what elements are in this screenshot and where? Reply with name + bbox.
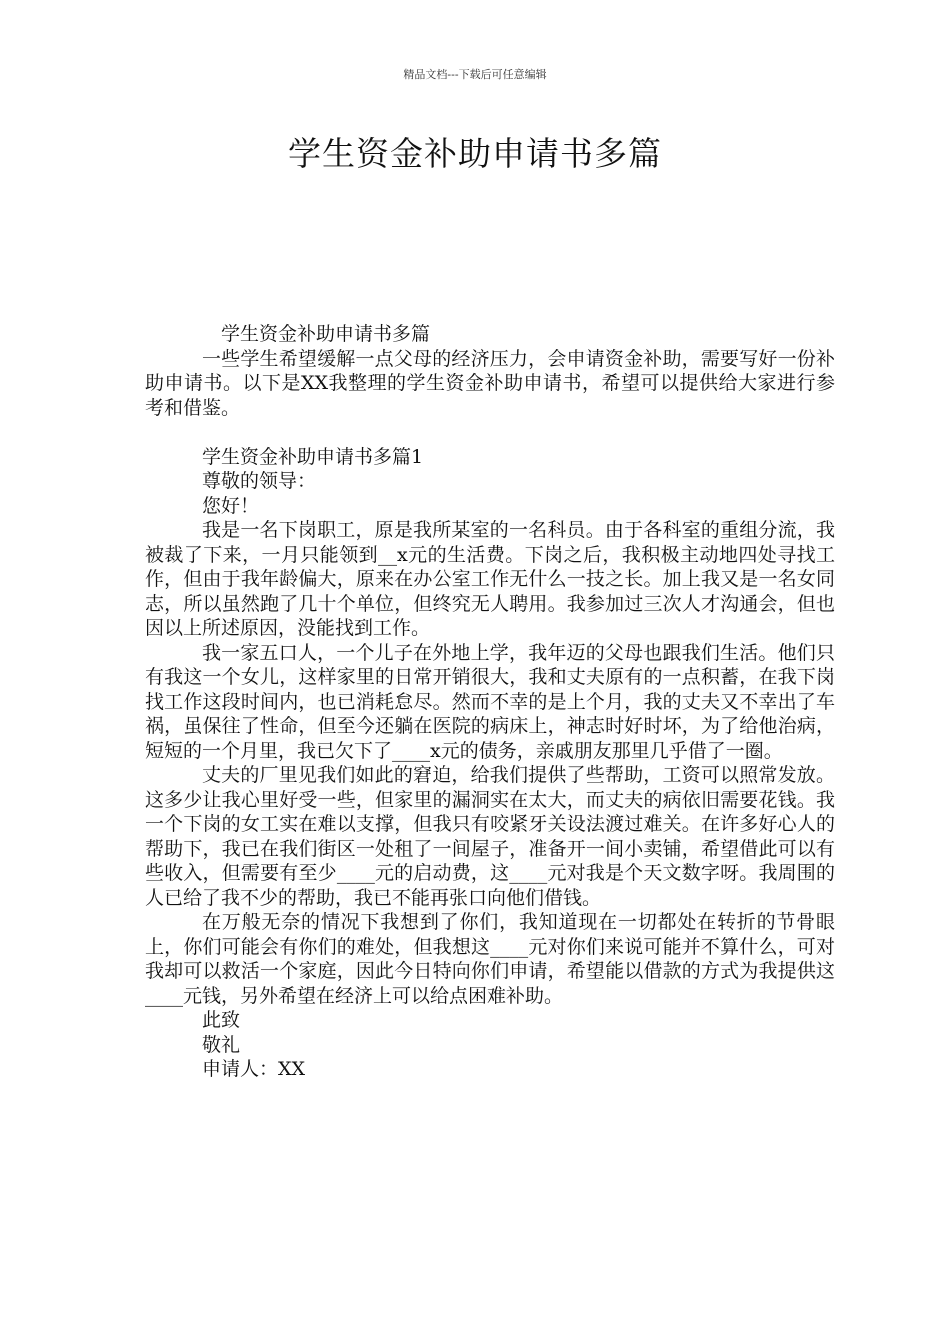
body-paragraph: 我一家五口人，一个儿子在外地上学，我年迈的父母也跟我们生活。他们只有我这一个女儿，这样家里的日常开销很大，我和丈夫原有的一点积蓄，在我下岗找工作这段时间内，也已消耗怠尽。然而不幸的是上个月，我的丈夫又不幸出了车祸，虽保往了性命，但至今还躺在医院的病床上，神志时好时坏，为了给他治病，短短的一个月里，我已欠下了____x元的债务，亲戚朋友那里几乎借了一圈。 [145, 641, 835, 762]
greeting: 您好！ [202, 494, 260, 517]
body-paragraph: 我是一名下岗职工，原是我所某室的一名科员。由于各科室的重组分流，我被裁了下来，一月只能领到__x元的生活费。下岗之后，我积极主动地四处寻找工作，但由于我年龄偏大，原来在办公室工作无什么一技之长。加上我又是一名女同志，所以虽然跑了几十个单位，但终究无人聘用。我参加过三次人才沟通会，但也因以上所述原因，没能找到工作。 [145, 519, 835, 639]
closing-line: 此致 [202, 1009, 241, 1031]
document-body [145, 322, 835, 1082]
document-title: 学生资金补助申请书多篇 [288, 134, 662, 173]
section-heading: 学生资金补助申请书多篇1 [202, 445, 424, 468]
page-header: 精品文档---下载后可任意编辑 [403, 68, 547, 81]
body-paragraph: 在万般无奈的情况下我想到了你们，我知道现在一切都处在转折的节骨眼上，你们可能会有你们的难处，但我想这____元对你们来说可能并不算什么，可对我却可以救活一个家庭，因此今日特向你们申请，希望能以借款的方式为我提供这____元钱，另外希望在经济上可以给点困难补助。 [145, 911, 835, 1007]
body-paragraph: 丈夫的厂里见我们如此的窘迫，给我们提供了些帮助，工资可以照常发放。这多少让我心里好受一些，但家里的漏洞实在太大，而丈夫的病依旧需要花钱。我一个下岗的女工实在难以支撑，但我只有咬紧牙关设法渡过难关。在许多好心人的帮助下，我已在我们街区一处租了一间屋子，准备开一间小卖铺，希望借此可以有些收入，但需要有至少____元的启动费，这____元对我是个天文数字呀。我周围的人已给了我不少的帮助，我已不能再张口向他们借钱。 [145, 764, 835, 909]
subtitle: 学生资金补助申请书多篇 [221, 323, 431, 345]
closing-line: 敬礼 [202, 1033, 241, 1056]
applicant-signature: 申请人：XX [202, 1058, 306, 1080]
intro-paragraph: 一些学生希望缓解一点父母的经济压力，会申请资金补助，需要写好一份补助申请书。以下是XX我整理的学生资金补助申请书，希望可以提供给大家进行参考和借鉴。 [145, 347, 835, 419]
salutation: 尊敬的领导： [202, 470, 317, 492]
spacer [145, 420, 835, 445]
